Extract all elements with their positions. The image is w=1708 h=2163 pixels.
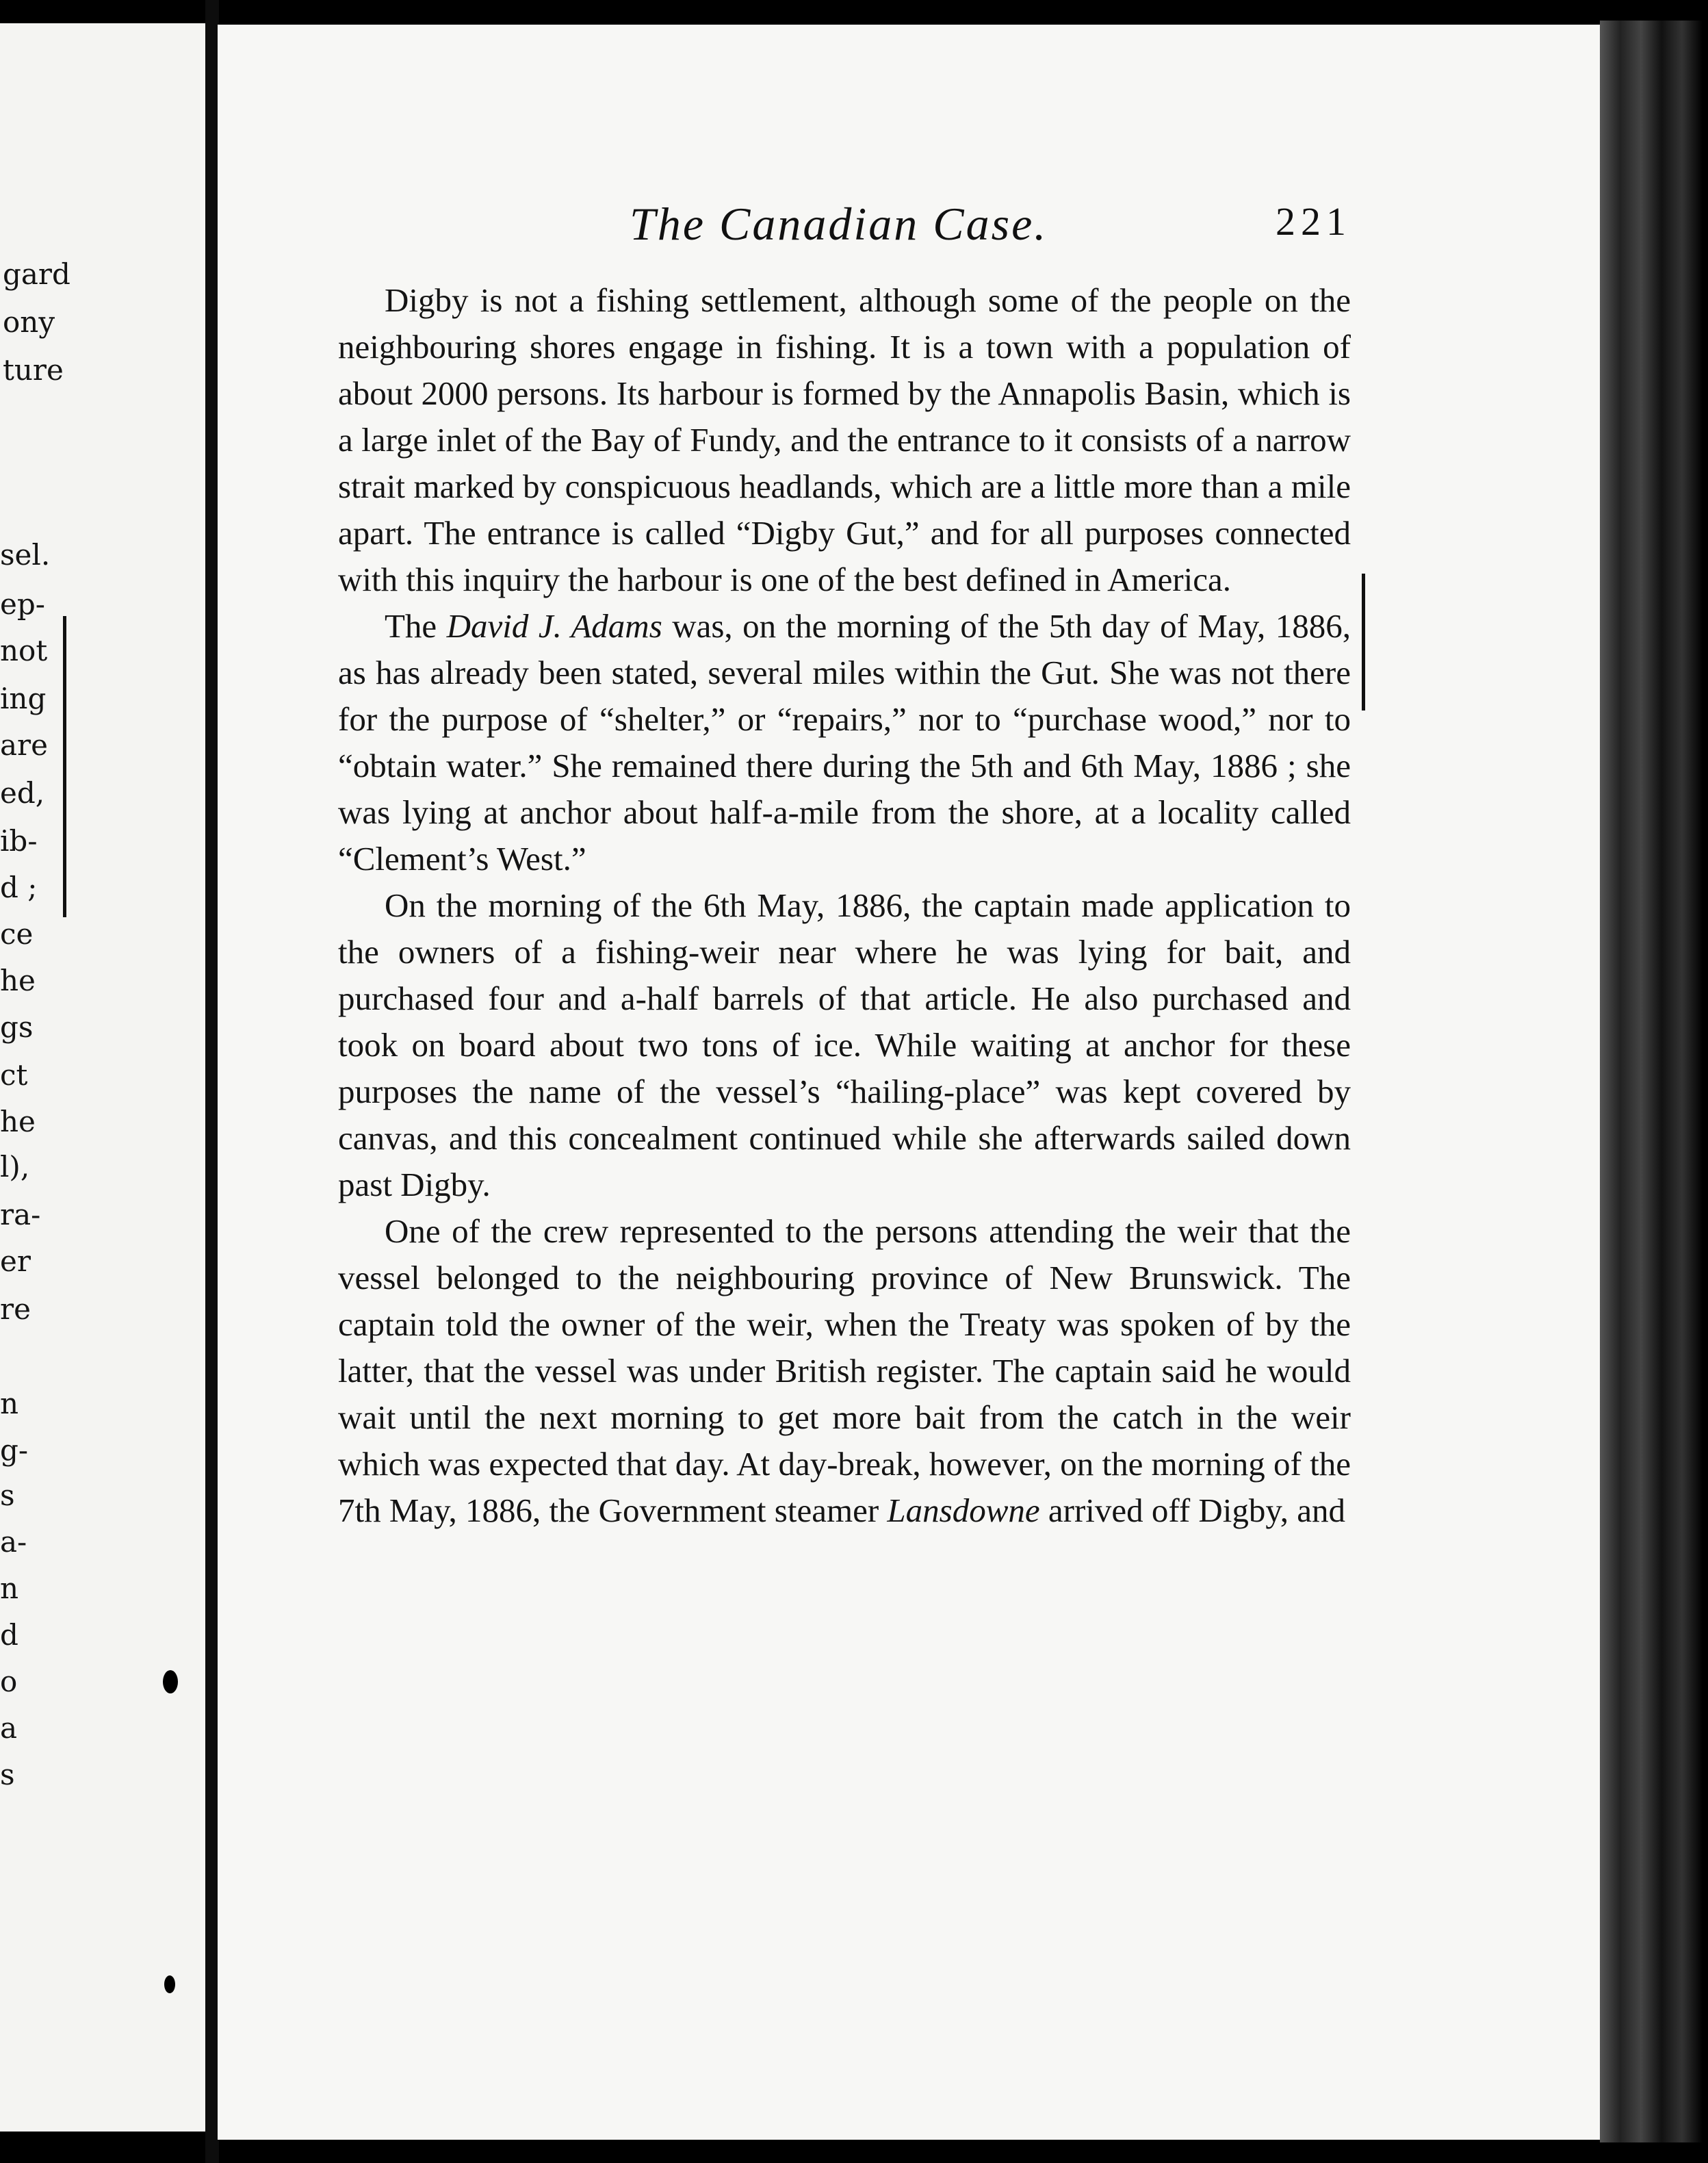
facing-page-text-fragment: not — [0, 634, 48, 667]
paragraph — [338, 1208, 1351, 1534]
facing-page-text-fragment: gard — [3, 257, 70, 291]
facing-page-left — [0, 23, 205, 2132]
paragraph-text: On the morning of the 6th May, 1886, the captain made application to the owners of a fishing-weir near where he was lying for bait, and purchased four and a-half barrels of that article. He also purchased and took on board about two tons of ice. While waiting at anchor for these purposes the name of the vessel’s “hailing-place” was kept covered by canvas, and this concealment continued while she afterwards sailed down past Digby. — [338, 886, 1351, 1203]
facing-page-text-fragment: s — [0, 1758, 15, 1791]
facing-page-text-fragment: a — [0, 1711, 18, 1745]
facing-page-text-fragment: ce — [0, 917, 34, 951]
facing-page-text-fragment: d ; — [0, 871, 38, 904]
page-edges-stack — [1600, 21, 1703, 2142]
facing-page-text-fragment: sel. — [0, 538, 51, 572]
facing-page-text-fragment: ep- — [0, 587, 45, 621]
facing-page-text-fragment: n — [0, 1387, 19, 1420]
facing-page-text-fragment: ib- — [0, 824, 38, 858]
paragraph — [338, 882, 1351, 1208]
facing-page-text-fragment: g- — [0, 1433, 29, 1467]
margin-mark-left — [63, 616, 66, 917]
facing-page-text-fragment: gs — [0, 1010, 34, 1044]
page-body — [338, 277, 1351, 1534]
ink-blot — [163, 1670, 178, 1693]
facing-page-text-fragment: ct — [0, 1058, 28, 1092]
paragraph-text: The — [385, 607, 447, 645]
facing-page-text-fragment: er — [0, 1244, 31, 1278]
paragraph-text: Digby is not a fishing settlement, although some of the people on the neighbouring shores engage in fishing. It is a town with a population of about 2000 persons. Its harbour is formed by the Annapolis Basin, which is a large inlet of the Bay of Fundy, and the entrance to it consists of a narrow strait marked by conspicuous headlands, which are a little more than a mile apart. The entrance is called “Digby Gut,” and for all purposes connected with this inquiry the harbour is one of the best defined in America. — [338, 281, 1351, 598]
running-head: The Canadian Case. — [630, 198, 1048, 250]
paragraph-text: was, on the morning of the 5th day of May, 1886, as has already been stated, several miles within the Gut. She was not there for the purpose of “shelter,” or “repairs,” nor to “purchase wood,” nor to “obtain water.” She remained there during the 5th and 6th May, 1886 ; she was lying at anchor about half-a-mile from the shore, at a locality called “Clement’s West.” — [338, 607, 1351, 878]
facing-page-text-fragment: he — [0, 964, 36, 997]
facing-page-text-fragment: re — [0, 1292, 31, 1326]
paragraph-text: One of the crew represented to the persons attending the weir that the vessel belonged to the neighbouring province of New Brunswick. The captain told the owner of the weir, when the Treaty was spoken of by the latter, that the vessel was under British register. The captain said he would wait until the next morning to get more bait from the catch in the weir which was expected that day. At day-break, however, on the morning of the 7th May, 1886, the Government steamer — [338, 1212, 1351, 1529]
facing-page-text-fragment: ture — [3, 353, 64, 387]
book-gutter — [205, 0, 219, 2163]
facing-page-text-fragment: o — [0, 1665, 18, 1698]
facing-page-text-fragment: he — [0, 1105, 36, 1138]
facing-page-text-fragment: s — [0, 1479, 15, 1512]
page-number: 221 — [1276, 199, 1351, 244]
paragraph-text: arrived off Digby, and — [1039, 1492, 1345, 1529]
facing-page-text-fragment: ing — [0, 682, 47, 715]
italic-text: David J. Adams — [446, 607, 662, 645]
facing-page-text-fragment: ony — [3, 305, 55, 339]
facing-page-text-fragment: a- — [0, 1525, 27, 1559]
paragraph — [338, 603, 1351, 882]
ink-blot — [164, 1975, 175, 1993]
facing-page-text-fragment: l), — [0, 1150, 30, 1183]
margin-mark-right — [1362, 574, 1365, 711]
facing-page-text-fragment: ed, — [0, 776, 45, 810]
facing-page-text-fragment: n — [0, 1572, 19, 1605]
facing-page-text-fragment: are — [0, 728, 48, 762]
italic-text: Lansdowne — [887, 1492, 1040, 1529]
facing-page-text-fragment: d — [0, 1618, 18, 1652]
paragraph — [338, 277, 1351, 603]
facing-page-text-fragment: ra- — [0, 1198, 41, 1231]
